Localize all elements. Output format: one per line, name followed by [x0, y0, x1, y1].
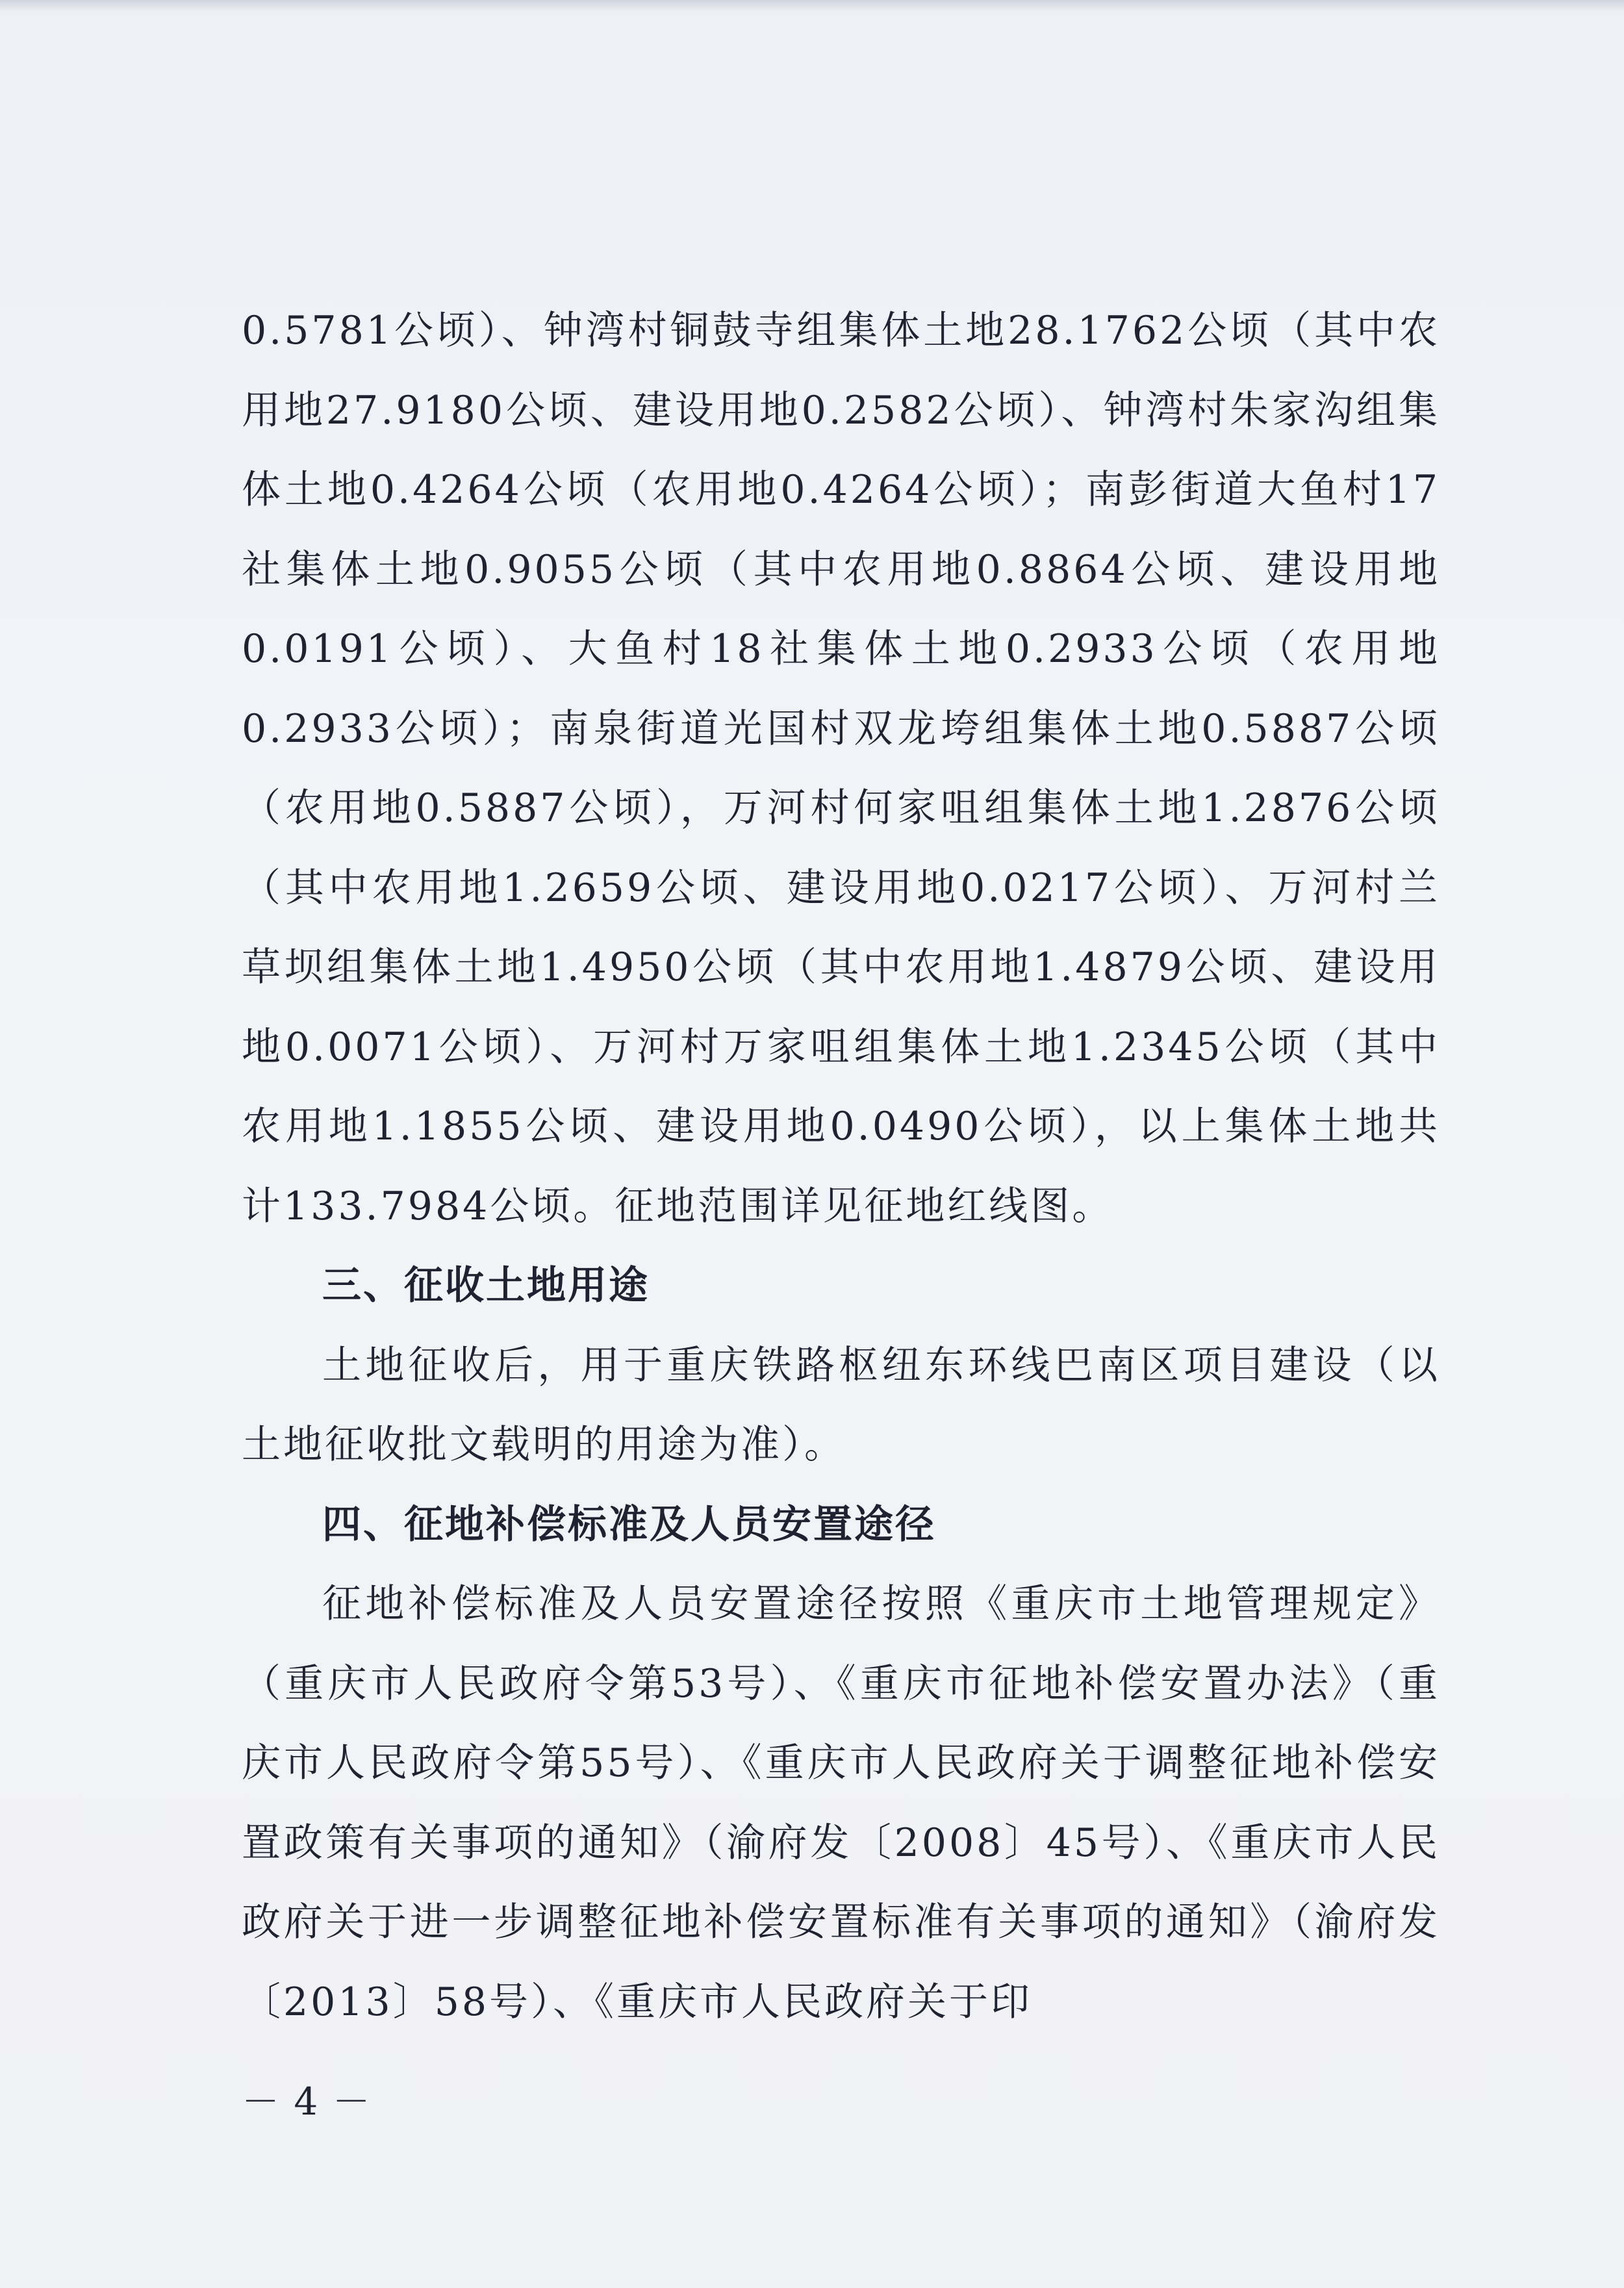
- section-heading-land-use: 三、征收土地用途: [322, 1263, 650, 1308]
- paragraph-compensation: 征地补偿标准及人员安置途径按照《重庆市土地管理规定》（重庆市人民政府令第53号）、《重庆市征地补偿安置办法》（重庆市人民政府令第55号）、《重庆市人民政府关于调整征地补偿安置政策有关事项的通知》（渝府发〔2008〕45号）、《重庆市人民政府关于进一步调整征地补偿安置标准有关事项的通知》（渝府发〔2013〕58号）、《重庆市人民政府关于印: [242, 1581, 1440, 2025]
- document-body: [242, 291, 1440, 2042]
- scan-top-edge: [0, 0, 1624, 12]
- paragraph-land-use: 土地征收后，用于重庆铁路枢纽东环线巴南区项目建设（以土地征收批文载明的用途为准）。: [242, 1342, 1440, 1468]
- section-heading-compensation: 四、征地补偿标准及人员安置途径: [322, 1501, 936, 1547]
- paragraph-land-details: 0.5781公顷）、钟湾村铜鼓寺组集体土地28.1762公顷（其中农用地27.9180公顷、建设用地0.2582公顷）、钟湾村朱家沟组集体土地0.4264公顷（农用地0.4264公顷）；南彭街道大鱼村17社集体土地0.9055公顷（其中农用地0.8864公顷、建设用地0.0191公顷）、大鱼村18社集体土地0.2933公顷（农用地0.2933公顷）；南泉街道光国村双龙垮组集体土地0.5887公顷（农用地0.5887公顷），万河村何家咀组集体土地1.2876公顷（其中农用地1.2659公顷、建设用地0.0217公顷）、万河村兰草坝组集体土地1.4950公顷（其中农用地1.4879公顷、建设用地0.0071公顷）、万河村万家咀组集体土地1.2345公顷（其中农用地1.1855公顷、建设用地0.0490公顷），以上集体土地共计133.7984公顷。征地范围详见征地红线图。: [242, 308, 1440, 1229]
- page-number: － 4 －: [242, 2079, 372, 2124]
